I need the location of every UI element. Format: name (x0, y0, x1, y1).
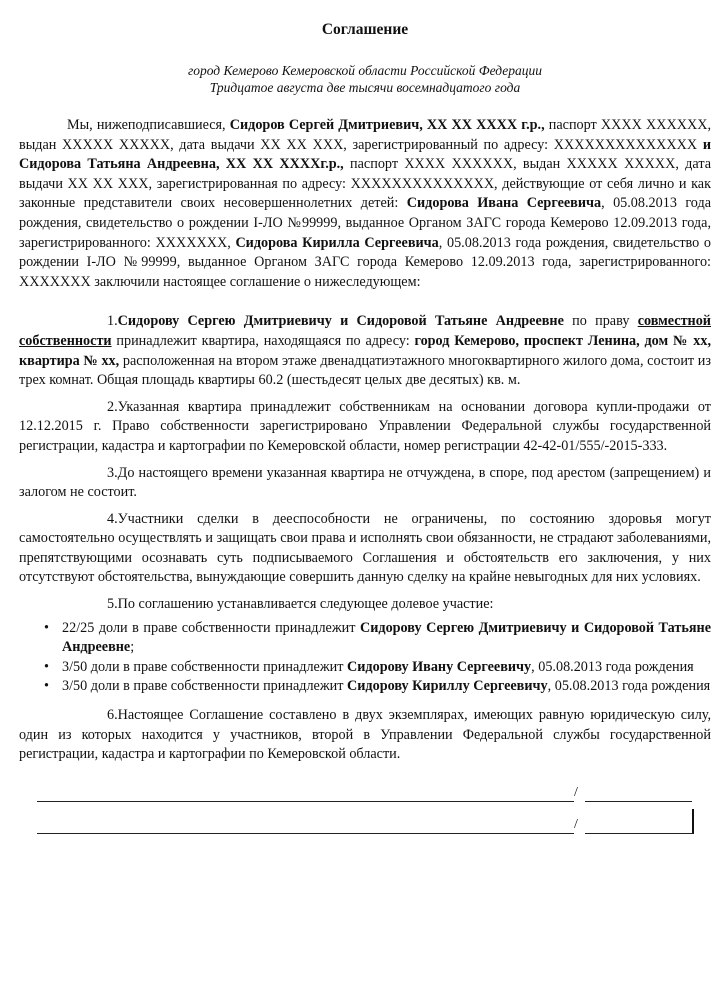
clause-4-text: Участники сделки в дееспособности не ограничены, по состоянию здоровья могут самостоятельно осуществлять и защищать свои права и исполнять свои обязанности, не страдают заболеваниями, препятствующими осознавать суть подписываемого Соглашения и обстоятельств его заключения, у них отсутствуют обстоятельства, вынуждающие совершить данную сделку на крайне невыгодных для них условиях. (19, 510, 711, 586)
share-owner: Сидорову Кириллу Сергеевичу (347, 678, 548, 695)
share-list (19, 619, 711, 697)
share-suffix: , 05.08.2013 года рождения (531, 658, 694, 675)
share-item (19, 677, 711, 697)
clause-2-text: Указанная квартира принадлежит собственникам на основании договора купли-продажи от 12.12.2015 г. Право собственности зарегистрировано Управлении Федеральной службы государственной регистрации, кадастра и картографии по Кемеровской области, номер регистрации 42-42-01/555/-2015-333. (19, 398, 711, 454)
clause-5-text: По соглашению устанавливается следующее долевое участие: (117, 596, 494, 613)
bullet-icon: • (44, 678, 49, 695)
intro-text-3: паспорт ХХХХ ХХХХХХ, выдан ХХХХХ ХХХХХ, дата выдачи ХХ ХХ ХХХ, зарегистрированная по адресу: ХХХХХХХХХХХХХХ, действующие от себя лично и как законные представители своих несовершеннолетних детей: (19, 156, 711, 212)
clause-1-text-2: принадлежит квартира, находящаяся по адресу: (111, 332, 415, 349)
share-owner: Сидорову Сергею Дмитриевичу и Сидоровой Татьяне Андреевне (62, 619, 711, 656)
child-1-name: Сидорова Ивана Сергеевича (406, 195, 602, 212)
signature-separator: / (574, 784, 578, 800)
clause-number: 3. (107, 464, 118, 481)
clause-1-joint-ownership: совместной собственности (19, 313, 711, 349)
place-line: город Кемерово Кемеровской области Российской Федерации (187, 63, 543, 78)
clause-6-text: Настоящее Соглашение составлено в двух экземплярах, имеющих равную юридическую силу, один из которых находится у участников, второй в Управлении Федеральной службы государственной регистрации, кадастра и картографии по Кемеровской области. (19, 707, 711, 763)
name-line (585, 809, 694, 834)
share-text: 3/50 доли в праве собственности принадлежит (62, 678, 347, 695)
clause-1 (19, 312, 711, 390)
clause-6 (19, 706, 711, 765)
clause-1-text-3: расположенная на втором этаже двенадцатиэтажного многоквартирного жилого дома, состоит из трех комнат. Общая площадь квартиры 60.2 (шестьдесят целых две десятых) кв. м. (19, 352, 711, 389)
clause-number: 6. (107, 707, 118, 724)
party-1-name: Сидоров Сергей Дмитриевич, ХХ ХХ ХХХХ г.р., (229, 117, 545, 133)
child-2-name: Сидорова Кирилла Сергеевича (235, 234, 439, 251)
share-suffix: , 05.08.2013 года рождения (547, 678, 711, 695)
share-suffix: ; (130, 639, 135, 656)
share-item (19, 658, 711, 678)
clause-number: 4. (107, 510, 118, 527)
clause-4 (19, 510, 711, 588)
intro-text-2: паспорт ХХХХ ХХХХХХ, выдан ХХХХХ ХХХХХ, дата выдачи ХХ ХХ ХХХ, зарегистрированный по адресу: ХХХХХХХХХХХХХХ (19, 117, 711, 153)
party-2-name: и Сидорова Татьяна Андреевна, ХХ ХХ ХХХХг.р., (19, 136, 711, 173)
share-owner: Сидорову Ивану Сергеевичу (347, 658, 532, 675)
clause-number: 5. (107, 596, 118, 613)
clause-5 (19, 595, 711, 615)
share-item (19, 619, 711, 658)
clause-3 (19, 464, 711, 503)
signature-block (19, 783, 711, 847)
share-text: 3/50 доли в праве собственности принадлежит (62, 658, 347, 675)
signature-line (37, 783, 574, 802)
clause-number: 2. (107, 398, 118, 415)
document-title: Соглашение (321, 21, 409, 38)
place-and-date (19, 62, 711, 96)
agreement-document (19, 20, 711, 847)
bullet-icon: • (44, 658, 49, 675)
intro-paragraph (19, 116, 711, 292)
clause-1-text-1: по праву (563, 313, 638, 330)
intro-text-4: , 05.08.2013 года рождения, свидетельство о рождении I-ЛО №99999, выданное Органом ЗАГС города Кемерово 12.09.2013 года, зарегистрированного: ХХХХХХХ, (19, 195, 711, 251)
bullet-icon: • (44, 619, 49, 636)
clause-3-text: До настоящего времени указанная квартира не отчуждена, в споре, под арестом (запрещением) и залогом не состоит. (19, 464, 711, 501)
signature-separator: / (574, 816, 578, 832)
signature-line (37, 815, 574, 834)
clause-1-owners: Сидорову Сергею Дмитриевичу и Сидоровой Татьяне Андреевне (117, 313, 564, 330)
clause-1-address: город Кемерово, проспект Ленина, дом № хх, квартира № хх, (19, 332, 712, 369)
intro-text-5: , 05.08.2013 года рождения, свидетельство о рождении I-ЛО №99999, выданное Органом ЗАГС города Кемерово 12.09.2013 года, зарегистрированного: ХХХХХХХ заключили настоящее соглашение о нижеследующем: (19, 234, 712, 290)
intro-text-1: Мы, нижеподписавшиеся, (67, 117, 230, 133)
name-line (585, 783, 692, 802)
clause-2 (19, 398, 711, 457)
date-line: Тридцатое августа две тысячи восемнадцатого года (209, 80, 521, 95)
clause-number: 1. (107, 313, 118, 330)
signature-row-2 (19, 815, 711, 847)
share-text: 22/25 доли в праве собственности принадлежит (62, 619, 360, 636)
